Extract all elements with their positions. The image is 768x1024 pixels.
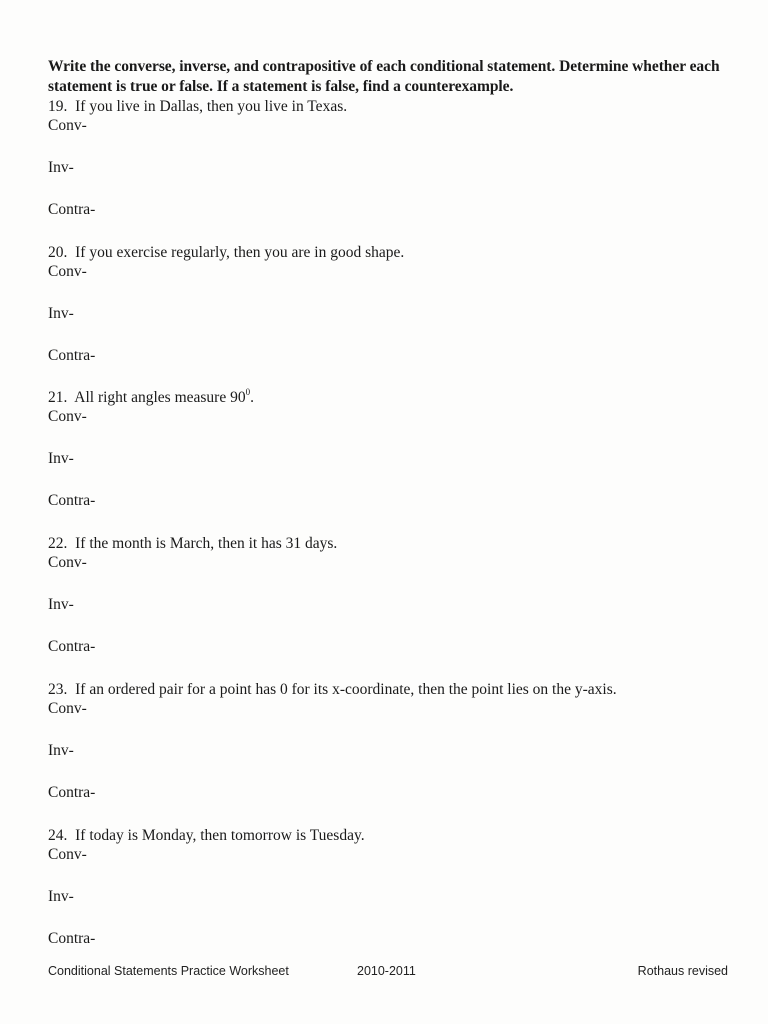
instructions: Write the converse, inverse, and contrapositive of each conditional statement. Determine whether each statement is true or false. If a statement is false, find a counterexample. xyxy=(48,58,720,95)
problem-text: If an ordered pair for a point has 0 for its x-coordinate, then the point lies on the y-axis. xyxy=(75,681,617,698)
inverse-label: Inv- xyxy=(48,305,74,322)
converse-label: Conv- xyxy=(48,846,87,863)
problem-text: If today is Monday, then tomorrow is Tuesday. xyxy=(75,827,365,844)
problem-text: If you exercise regularly, then you are in good shape. xyxy=(75,244,405,261)
problem-statement xyxy=(48,243,404,263)
inverse-label: Inv- xyxy=(48,888,74,905)
problem-text: All right angles measure 90 xyxy=(74,389,246,406)
contrapositive-label: Contra- xyxy=(48,201,96,218)
contrapositive-label: Contra- xyxy=(48,784,96,801)
contrapositive-label: Contra- xyxy=(48,930,96,947)
problem-number: 21. xyxy=(48,389,68,406)
contrapositive-label: Contra- xyxy=(48,638,96,655)
problem-statement xyxy=(48,534,337,554)
problem-suffix: . xyxy=(250,389,254,406)
footer-year: 2010-2011 xyxy=(357,964,416,978)
converse-label: Conv- xyxy=(48,408,87,425)
problem-text: If you live in Dallas, then you live in Texas. xyxy=(75,98,348,115)
inverse-label: Inv- xyxy=(48,742,74,759)
problem-number: 24. xyxy=(48,827,68,844)
problem-text: If the month is March, then it has 31 days. xyxy=(75,535,338,552)
converse-label: Conv- xyxy=(48,263,87,280)
problem-statement xyxy=(48,388,254,408)
problem-statement xyxy=(48,826,365,846)
contrapositive-label: Contra- xyxy=(48,347,96,364)
converse-label: Conv- xyxy=(48,117,87,134)
inverse-label: Inv- xyxy=(48,450,74,467)
problem-number: 22. xyxy=(48,535,68,552)
contrapositive-label: Contra- xyxy=(48,492,96,509)
footer-author: Rothaus revised xyxy=(637,964,728,978)
problem-number: 20. xyxy=(48,244,68,261)
problem-number: 19. xyxy=(48,98,68,115)
converse-label: Conv- xyxy=(48,700,87,717)
problem-number: 23. xyxy=(48,681,68,698)
converse-label: Conv- xyxy=(48,554,87,571)
footer-title: Conditional Statements Practice Worksheet xyxy=(48,964,289,978)
inverse-label: Inv- xyxy=(48,159,74,176)
inverse-label: Inv- xyxy=(48,596,74,613)
degree-superscript: 0 xyxy=(245,387,251,397)
problem-statement xyxy=(48,97,347,117)
problem-statement xyxy=(48,680,617,700)
